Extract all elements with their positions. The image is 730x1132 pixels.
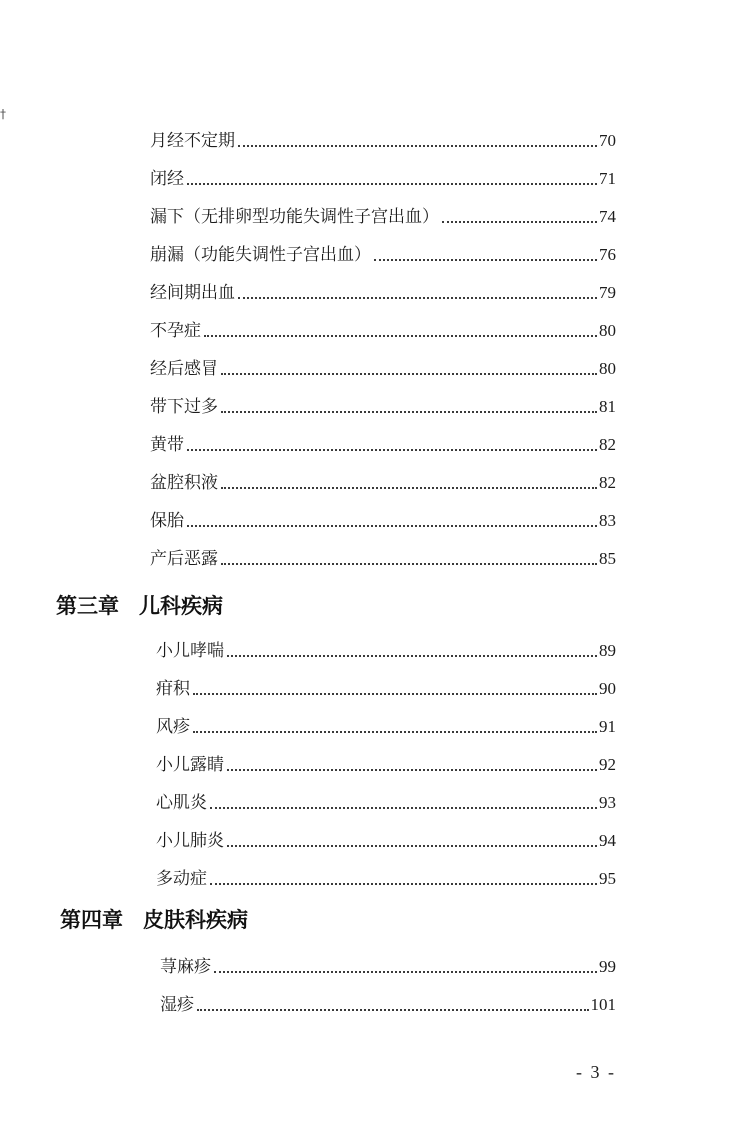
toc-entry-title: 风疹 — [156, 717, 190, 737]
toc-entry-page: 93 — [599, 793, 616, 812]
leader-dots — [204, 333, 597, 337]
toc-entry-page: 89 — [599, 641, 616, 660]
toc-entry[interactable] — [150, 122, 616, 152]
toc-entry-title: 小儿哮喘 — [156, 641, 224, 661]
leader-dots — [442, 219, 597, 223]
toc-entry[interactable] — [150, 540, 616, 570]
toc-entry-page: 70 — [599, 131, 616, 150]
toc-entry-page: 92 — [599, 755, 616, 774]
toc-entry-title: 不孕症 — [150, 321, 201, 341]
chapter-heading-4[interactable] — [60, 906, 248, 934]
leader-dots — [221, 485, 597, 489]
toc-entry-title: 闭经 — [150, 169, 184, 189]
toc-entry[interactable] — [156, 632, 616, 662]
toc-entry-title: 月经不定期 — [150, 131, 235, 151]
toc-entry-title: 经间期出血 — [150, 283, 235, 303]
toc-entry[interactable] — [150, 198, 616, 228]
leader-dots — [221, 561, 597, 565]
leader-dots — [221, 371, 597, 375]
toc-entry[interactable] — [160, 986, 616, 1016]
toc-entry-title: 经后感冒 — [150, 359, 218, 379]
toc-entry-title: 疳积 — [156, 679, 190, 699]
toc-entry-title: 小儿露睛 — [156, 755, 224, 775]
toc-entry-page: 80 — [599, 321, 616, 340]
leader-dots — [214, 969, 597, 973]
leader-dots — [227, 653, 597, 657]
toc-entry[interactable] — [160, 948, 616, 978]
leader-dots — [187, 523, 597, 527]
toc-entry[interactable] — [150, 160, 616, 190]
margin-mark: † — [0, 107, 6, 121]
toc-entry-page: 81 — [599, 397, 616, 416]
toc-entry[interactable] — [150, 464, 616, 494]
leader-dots — [197, 1007, 589, 1011]
toc-entry-page: 85 — [599, 549, 616, 568]
toc-entry-title: 崩漏（功能失调性子宫出血） — [150, 245, 371, 265]
leader-dots — [187, 447, 597, 451]
leader-dots — [210, 881, 597, 885]
toc-entry-title: 带下过多 — [150, 397, 218, 417]
toc-entry-page: 80 — [599, 359, 616, 378]
toc-entry-page: 83 — [599, 511, 616, 530]
toc-entry-title: 荨麻疹 — [160, 957, 211, 977]
leader-dots — [193, 729, 597, 733]
toc-entry-page: 82 — [599, 473, 616, 492]
toc-entry-page: 74 — [599, 207, 616, 226]
toc-entry[interactable] — [150, 236, 616, 266]
toc-entry-title: 多动症 — [156, 869, 207, 889]
leader-dots — [227, 843, 597, 847]
toc-entry-title: 小儿肺炎 — [156, 831, 224, 851]
toc-entry-title: 产后恶露 — [150, 549, 218, 569]
leader-dots — [374, 257, 597, 261]
leader-dots — [210, 805, 597, 809]
toc-entry-title: 盆腔积液 — [150, 473, 218, 493]
toc-entry-title: 黄带 — [150, 435, 184, 455]
leader-dots — [193, 691, 597, 695]
toc-entry-page: 101 — [590, 995, 616, 1014]
page-number: - 3 - — [576, 1062, 616, 1082]
toc-entry[interactable] — [150, 426, 616, 456]
toc-entry-title: 漏下（无排卵型功能失调性子宫出血） — [150, 207, 439, 227]
chapter-name: 儿科疾病 — [139, 593, 223, 618]
toc-entry[interactable] — [150, 274, 616, 304]
toc-entry[interactable] — [156, 784, 616, 814]
chapter-heading-3[interactable] — [56, 592, 223, 620]
toc-entry[interactable] — [150, 350, 616, 380]
leader-dots — [238, 295, 597, 299]
toc-entry-title: 心肌炎 — [156, 793, 207, 813]
toc-entry-title: 保胎 — [150, 511, 184, 531]
toc-entry-page: 91 — [599, 717, 616, 736]
chapter-name: 皮肤科疾病 — [143, 907, 248, 932]
toc-entry-page: 76 — [599, 245, 616, 264]
toc-entry-page: 71 — [599, 169, 616, 188]
toc-entry-page: 94 — [599, 831, 616, 850]
toc-entry-page: 99 — [599, 957, 616, 976]
toc-entry-page: 79 — [599, 283, 616, 302]
leader-dots — [187, 181, 597, 185]
toc-entry-page: 90 — [599, 679, 616, 698]
toc-entry[interactable] — [156, 860, 616, 890]
leader-dots — [227, 767, 597, 771]
leader-dots — [238, 143, 597, 147]
toc-entry[interactable] — [156, 708, 616, 738]
toc-entry-title: 湿疹 — [160, 995, 194, 1015]
toc-entry[interactable] — [150, 388, 616, 418]
chapter-number: 第四章 — [60, 907, 123, 932]
toc-entry[interactable] — [150, 312, 616, 342]
chapter-number: 第三章 — [56, 593, 119, 618]
toc-entry-page: 82 — [599, 435, 616, 454]
toc-entry[interactable] — [150, 502, 616, 532]
toc-entry[interactable] — [156, 822, 616, 852]
toc-entry[interactable] — [156, 746, 616, 776]
leader-dots — [221, 409, 597, 413]
toc-entry-page: 95 — [599, 869, 616, 888]
toc-entry[interactable] — [156, 670, 616, 700]
